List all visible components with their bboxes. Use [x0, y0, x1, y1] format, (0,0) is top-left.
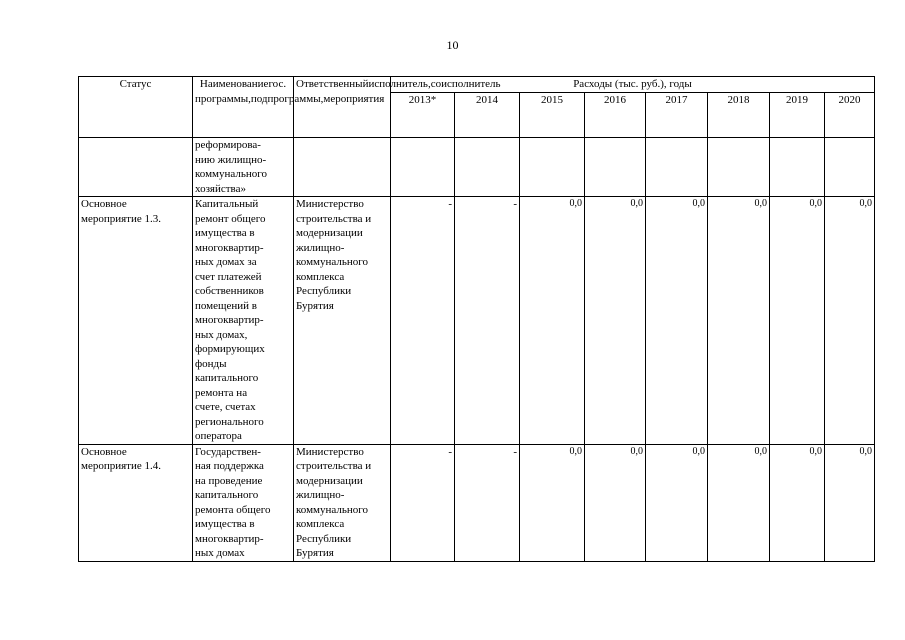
year-header: 2017 [646, 93, 708, 138]
responsible-cell [294, 138, 391, 197]
header-status: Статус [79, 77, 193, 138]
expenses-table [78, 76, 875, 562]
name-cell: Государствен- ная поддержка на проведение капитального ремонта общего имущества в многоквартир- ных домах [193, 444, 294, 561]
value-cell [391, 138, 455, 197]
value-cell: - [455, 444, 520, 561]
value-cell: - [391, 197, 455, 445]
year-header: 2014 [455, 93, 520, 138]
value-cell: 0,0 [825, 444, 875, 561]
value-cell: 0,0 [708, 444, 770, 561]
status-cell: Основное мероприятие 1.3. [79, 197, 193, 445]
value-cell: 0,0 [825, 197, 875, 445]
year-header: 2018 [708, 93, 770, 138]
year-header: 2016 [585, 93, 646, 138]
value-cell [825, 138, 875, 197]
value-cell: 0,0 [585, 197, 646, 445]
value-cell [708, 138, 770, 197]
value-cell: 0,0 [646, 444, 708, 561]
value-cell: 0,0 [520, 444, 585, 561]
value-cell [520, 138, 585, 197]
value-cell [455, 138, 520, 197]
page-number: 10 [446, 38, 459, 52]
value-cell [585, 138, 646, 197]
year-header: 2015 [520, 93, 585, 138]
value-cell: 0,0 [585, 444, 646, 561]
year-header: 2013* [391, 93, 455, 138]
table-row [79, 197, 875, 445]
value-cell: - [391, 444, 455, 561]
value-cell: 0,0 [646, 197, 708, 445]
status-cell [79, 138, 193, 197]
header-name: Наименованиегос. программы,подпрограммы,мероприятия [193, 77, 294, 138]
value-cell [646, 138, 708, 197]
value-cell: 0,0 [520, 197, 585, 445]
status-cell: Основное мероприятие 1.4. [79, 444, 193, 561]
responsible-cell: Министерство строительства и модернизации жилищно- коммунального комплекса Республики Бурятия [294, 444, 391, 561]
table-row [79, 138, 875, 197]
year-header: 2020 [825, 93, 875, 138]
responsible-cell: Министерство строительства и модернизации жилищно- коммунального комплекса Республики Бурятия [294, 197, 391, 445]
table-row [79, 444, 875, 561]
name-cell: Капитальный ремонт общего имущества в многоквартир- ных домах за счет платежей собственников помещений в многоквартир- ных домах, формирующих фонды капитального ремонта на счете, счетах регионального оператора [193, 197, 294, 445]
value-cell: 0,0 [708, 197, 770, 445]
value-cell: - [455, 197, 520, 445]
value-cell [770, 138, 825, 197]
header-responsible: Ответственныйисполнитель,соисполнитель [294, 77, 391, 138]
year-header: 2019 [770, 93, 825, 138]
header-expenses: Расходы (тыс. руб.), годы [391, 77, 875, 93]
value-cell: 0,0 [770, 444, 825, 561]
value-cell: 0,0 [770, 197, 825, 445]
name-cell: реформирова- нию жилищно- коммунального хозяйства» [193, 138, 294, 197]
